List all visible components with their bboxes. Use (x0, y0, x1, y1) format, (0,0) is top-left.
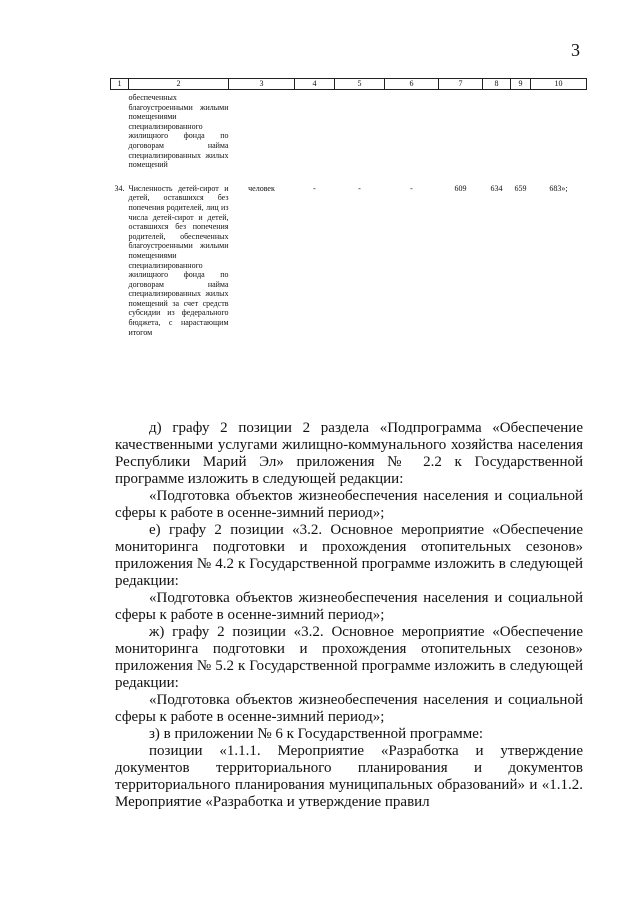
paragraph-d-quote: «Подготовка объектов жизнеобеспечения населения и социальной сферы к работе в осенне-зимний период»; (115, 488, 583, 521)
paragraph-zh-quote: «Подготовка объектов жизнеобеспечения населения и социальной сферы к работе в осенне-зимний период»; (115, 692, 583, 725)
indicators-table (110, 78, 587, 337)
row-number: 34. (114, 183, 125, 193)
value-cell: - (358, 183, 361, 193)
value-cell: - (410, 183, 413, 193)
paragraph-e-quote: «Подготовка объектов жизнеобеспечения населения и социальной сферы к работе в осенне-зимний период»; (115, 590, 583, 623)
value-cell: 683»; (549, 183, 568, 193)
paragraph-positions: позиции «1.1.1. Мероприятие «Разработка и утверждение документов территориального планирования и документов территориального планирования муниципальных образований» и «1.1.2. Мероприятие «Разработка и утверждение правил (115, 743, 583, 810)
column-header: 7 (439, 79, 483, 90)
value-cell: 634 (490, 183, 503, 193)
paragraph-d: д) графу 2 позиции 2 раздела «Подпрограмма «Обеспечение качественными услугами жилищно-коммунального хозяйства населения Республики Марий Эл» приложения № 2.2 к Государственной программе изложить в следующей редакции: (115, 420, 583, 487)
column-header: 8 (483, 79, 511, 90)
table-row (111, 90, 587, 184)
indicator-name-continuation: обеспеченных благоустроенными жилыми помещениями специализированного жилищного фонда по договорам найма специализированных жилых помещений (128, 93, 229, 170)
column-header: 1 (111, 79, 129, 90)
document-body (115, 420, 583, 811)
value-cell: 609 (454, 183, 467, 193)
page-number: 3 (571, 40, 580, 60)
indicator-name: Численность детей-сирот и детей, оставшихся без попечения родителей, лиц из числа детей-сирот и детей, оставшихся без попечения родителей, обеспеченных благоустроенными жилыми помещениями специализированного жилищного фонда по договорам найма специализированных жилых помещений за счет средств субсидии из федерального бюджета, с нарастающим итогом (128, 183, 229, 337)
value-cell: 659 (514, 183, 527, 193)
column-header: 5 (335, 79, 385, 90)
column-header: 2 (129, 79, 229, 90)
column-header: 4 (295, 79, 335, 90)
paragraph-z: з) в приложении № 6 к Государственной программе: (149, 726, 484, 742)
table-row (111, 184, 587, 338)
column-header: 6 (385, 79, 439, 90)
unit-cell: человек (248, 183, 275, 193)
paragraph-e: е) графу 2 позиции «3.2. Основное мероприятие «Обеспечение мониторинга подготовки и прохождения отопительных сезонов» приложения № 4.2 к Государственной программе изложить в следующей редакции: (115, 522, 583, 589)
paragraph-zh: ж) графу 2 позиции «3.2. Основное мероприятие «Обеспечение мониторинга подготовки и прохождения отопительных сезонов» приложения № 5.2 к Государственной программе изложить в следующей редакции: (115, 624, 583, 691)
value-cell: - (313, 183, 316, 193)
table-header-row (111, 79, 587, 90)
column-header: 9 (511, 79, 531, 90)
column-header: 10 (531, 79, 587, 90)
column-header: 3 (229, 79, 295, 90)
